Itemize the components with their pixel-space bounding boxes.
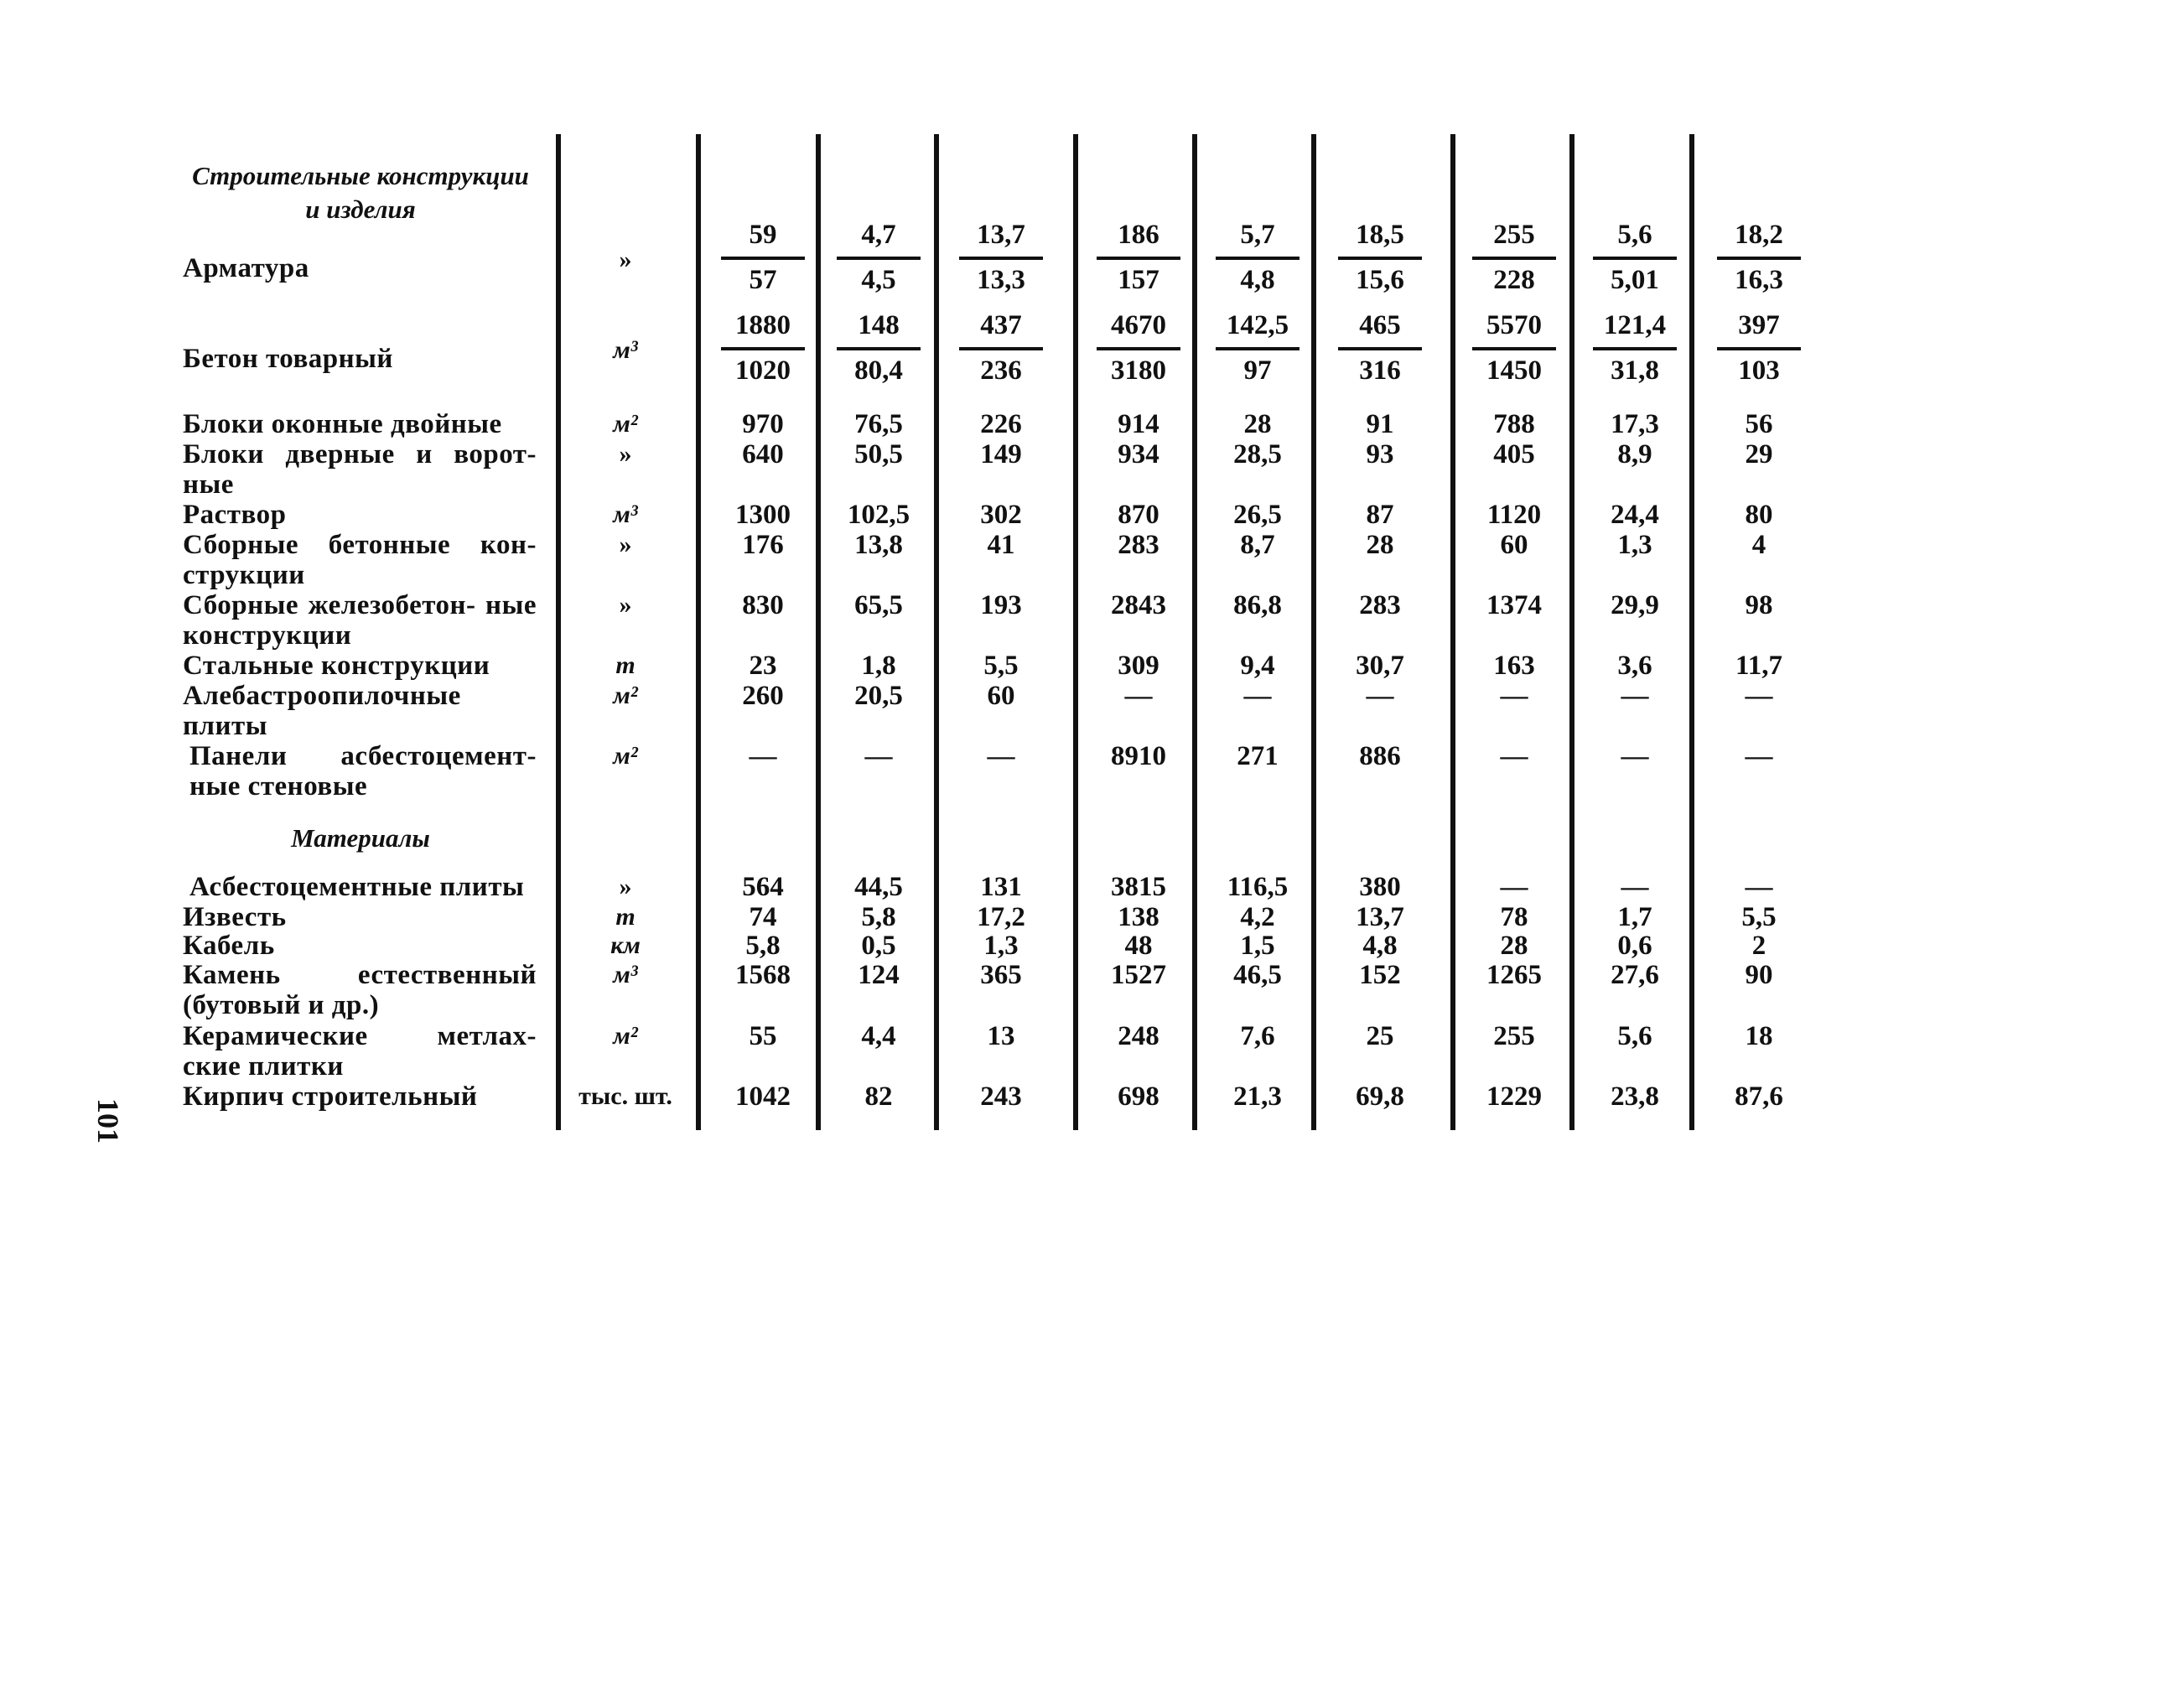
fraction-bar — [1717, 347, 1801, 350]
row-name: Арматура — [183, 253, 309, 283]
page-number: 101 — [91, 1098, 125, 1144]
value-cell: 914 — [1118, 409, 1159, 439]
value-cell: 116,5 — [1227, 872, 1289, 902]
value-denominator: 228 — [1493, 265, 1535, 295]
fraction-bar — [1717, 257, 1801, 260]
value-numerator: 121,4 — [1603, 310, 1667, 340]
fraction-bar — [1472, 257, 1556, 260]
value-cell: 1265 — [1486, 960, 1542, 990]
value-cell: 28,5 — [1233, 439, 1282, 469]
value-cell: 3815 — [1111, 872, 1166, 902]
value-numerator: 5570 — [1486, 310, 1542, 340]
value-cell: 271 — [1237, 741, 1279, 771]
row-unit: м³ — [613, 961, 638, 988]
value-cell: 24,4 — [1611, 500, 1659, 530]
value-cell: 2 — [1751, 931, 1766, 961]
value-cell: 102,5 — [847, 500, 910, 530]
value-cell: 21,3 — [1233, 1082, 1282, 1112]
value-cell: 13 — [987, 1021, 1015, 1051]
fraction-bar — [721, 347, 805, 350]
value-cell: 5,8 — [745, 931, 781, 961]
value-cell: 60 — [987, 681, 1015, 711]
value-cell: 5,8 — [861, 902, 896, 932]
row-unit: т — [615, 651, 635, 679]
value-cell: 50,5 — [854, 439, 903, 469]
value-cell: 1527 — [1111, 960, 1166, 990]
value-cell: 55 — [749, 1021, 777, 1051]
value-cell: 0,5 — [861, 931, 896, 961]
value-cell: 30,7 — [1356, 651, 1404, 681]
value-cell: 260 — [742, 681, 784, 711]
value-cell: 41 — [987, 530, 1015, 560]
row-unit: » — [619, 246, 632, 273]
value-cell: 27,6 — [1611, 960, 1659, 990]
value-cell: 934 — [1118, 439, 1159, 469]
value-cell: 2843 — [1111, 590, 1166, 620]
fraction-bar — [1593, 257, 1677, 260]
row-name: Сборные бетонные кон- струкции — [183, 530, 537, 590]
value-cell: 86,8 — [1233, 590, 1282, 620]
fraction-bar — [837, 347, 921, 350]
value-numerator: 4,7 — [861, 220, 896, 250]
value-cell: 5,6 — [1617, 1021, 1652, 1051]
value-cell: 226 — [980, 409, 1022, 439]
value-cell: 46,5 — [1233, 960, 1282, 990]
value-cell: — — [1500, 681, 1528, 711]
value-cell: 1229 — [1486, 1082, 1542, 1112]
fraction-bar — [959, 257, 1043, 260]
value-cell: 4,8 — [1362, 931, 1398, 961]
value-numerator: 186 — [1118, 220, 1159, 250]
row-name: Блоки дверные и ворот- ные — [183, 439, 537, 500]
value-denominator: 16,3 — [1735, 265, 1783, 295]
row-unit: » — [619, 531, 632, 558]
value-denominator: 236 — [980, 355, 1022, 386]
value-cell: 302 — [980, 500, 1022, 530]
fraction-bar — [721, 257, 805, 260]
fraction-bar — [1216, 347, 1300, 350]
fraction-bar — [837, 257, 921, 260]
value-cell: 28 — [1366, 530, 1394, 560]
row-unit: » — [619, 440, 632, 468]
row-name: Кирпич строительный — [183, 1082, 478, 1112]
row-unit: » — [619, 591, 632, 619]
row-name: Бетон товарный — [183, 344, 393, 374]
value-numerator: 18,2 — [1735, 220, 1783, 250]
value-cell: 149 — [980, 439, 1022, 469]
value-cell: 4 — [1751, 530, 1766, 560]
value-cell: 74 — [749, 902, 777, 932]
value-cell: 7,6 — [1240, 1021, 1275, 1051]
value-cell: 44,5 — [854, 872, 903, 902]
row-name: Камень естественный (бутовый и др.) — [183, 960, 537, 1020]
row-name: Керамические метлах- ские плитки — [183, 1021, 537, 1082]
value-cell: 28 — [1243, 409, 1272, 439]
value-cell: 124 — [858, 960, 900, 990]
value-denominator: 97 — [1243, 355, 1272, 386]
value-cell: 283 — [1118, 530, 1159, 560]
value-cell: 82 — [864, 1082, 893, 1112]
row-unit: м² — [613, 742, 638, 770]
fraction-bar — [1338, 347, 1422, 350]
value-cell: 91 — [1366, 409, 1394, 439]
value-cell: 1,3 — [983, 931, 1019, 961]
value-cell: 18 — [1745, 1021, 1773, 1051]
value-cell: 5,5 — [1741, 902, 1777, 932]
value-cell: — — [1745, 872, 1773, 902]
value-cell: 193 — [980, 590, 1022, 620]
fraction-bar — [959, 347, 1043, 350]
row-name: Алебастроопилочные плиты — [183, 681, 461, 741]
value-denominator: 15,6 — [1356, 265, 1404, 295]
value-cell: 564 — [742, 872, 784, 902]
value-cell: — — [1500, 872, 1528, 902]
row-name: Кабель — [183, 931, 275, 961]
value-numerator: 397 — [1738, 310, 1780, 340]
value-cell: 152 — [1359, 960, 1401, 990]
section-title-structures: Строительные конструкции и изделия — [192, 161, 529, 224]
value-cell: — — [749, 741, 777, 771]
value-cell: 23 — [749, 651, 777, 681]
value-cell: 1,3 — [1617, 530, 1652, 560]
value-cell: 309 — [1118, 651, 1159, 681]
section-title-materials: Материалы — [291, 823, 430, 853]
row-unit: м² — [613, 1022, 638, 1050]
row-unit: тыс. шт. — [578, 1082, 672, 1110]
row-unit: т — [615, 903, 635, 931]
value-cell: 87,6 — [1735, 1082, 1783, 1112]
value-cell: 380 — [1359, 872, 1401, 902]
value-denominator: 80,4 — [854, 355, 903, 386]
fraction-bar — [1338, 257, 1422, 260]
value-cell: — — [1366, 681, 1394, 711]
value-cell: 1,5 — [1240, 931, 1275, 961]
value-cell: 29 — [1745, 439, 1773, 469]
value-cell: 11,7 — [1735, 651, 1782, 681]
value-denominator: 103 — [1738, 355, 1780, 386]
value-cell: 138 — [1118, 902, 1159, 932]
row-name: Известь — [183, 902, 287, 932]
value-cell: 5,5 — [983, 651, 1019, 681]
value-cell: — — [1243, 681, 1272, 711]
value-denominator: 4,8 — [1240, 265, 1275, 295]
value-cell: 365 — [980, 960, 1022, 990]
value-cell: 243 — [980, 1082, 1022, 1112]
row-name: Блоки оконные двойные — [183, 409, 502, 439]
value-numerator: 18,5 — [1356, 220, 1404, 250]
value-cell: 17,3 — [1611, 409, 1659, 439]
row-unit: м³ — [613, 336, 638, 364]
value-numerator: 255 — [1493, 220, 1535, 250]
fraction-bar — [1472, 347, 1556, 350]
value-cell: 60 — [1500, 530, 1528, 560]
value-cell: 640 — [742, 439, 784, 469]
value-cell: 830 — [742, 590, 784, 620]
value-cell: 0,6 — [1617, 931, 1652, 961]
value-numerator: 13,7 — [977, 220, 1025, 250]
fraction-bar — [1097, 347, 1180, 350]
value-cell: 9,4 — [1240, 651, 1275, 681]
value-denominator: 5,01 — [1611, 265, 1659, 295]
row-unit: км — [610, 931, 641, 959]
value-cell: 1,8 — [861, 651, 896, 681]
value-denominator: 1020 — [735, 355, 791, 386]
value-numerator: 437 — [980, 310, 1022, 340]
value-cell: 1374 — [1486, 590, 1542, 620]
value-cell: 56 — [1745, 409, 1773, 439]
value-denominator: 157 — [1118, 265, 1159, 295]
value-cell: 8,7 — [1240, 530, 1275, 560]
value-numerator: 5,6 — [1617, 220, 1652, 250]
row-name: Панели асбестоцемент- ные стеновые — [189, 741, 537, 801]
value-cell: 176 — [742, 530, 784, 560]
value-cell: 28 — [1500, 931, 1528, 961]
fraction-bar — [1097, 257, 1180, 260]
value-denominator: 1450 — [1486, 355, 1542, 386]
value-denominator: 57 — [749, 265, 777, 295]
value-denominator: 13,3 — [977, 265, 1025, 295]
value-cell: 1,7 — [1617, 902, 1652, 932]
value-cell: 1120 — [1486, 500, 1542, 530]
value-cell: 1568 — [735, 960, 791, 990]
row-name: Асбестоцементные плиты — [189, 872, 525, 902]
value-cell: 3,6 — [1617, 651, 1652, 681]
value-cell: 1042 — [735, 1082, 791, 1112]
value-cell: 93 — [1366, 439, 1394, 469]
value-denominator: 3180 — [1111, 355, 1166, 386]
value-cell: 23,8 — [1611, 1082, 1659, 1112]
value-cell: 76,5 — [854, 409, 903, 439]
value-cell: — — [864, 741, 893, 771]
value-cell: — — [1500, 741, 1528, 771]
value-cell: 17,2 — [977, 902, 1025, 932]
value-cell: 4,2 — [1240, 902, 1275, 932]
value-cell: — — [1621, 681, 1649, 711]
value-cell: — — [987, 741, 1015, 771]
value-cell: 248 — [1118, 1021, 1159, 1051]
row-name: Сборные железобетон- ные конструкции — [183, 590, 537, 651]
value-numerator: 1880 — [735, 310, 791, 340]
value-cell: 255 — [1493, 1021, 1535, 1051]
value-numerator: 465 — [1359, 310, 1401, 340]
value-cell: 98 — [1745, 590, 1773, 620]
value-denominator: 316 — [1359, 355, 1401, 386]
value-cell: 13,7 — [1356, 902, 1404, 932]
value-cell: 78 — [1500, 902, 1528, 932]
value-cell: — — [1621, 741, 1649, 771]
row-unit: м² — [613, 682, 638, 709]
value-cell: 25 — [1366, 1021, 1394, 1051]
value-cell: 20,5 — [854, 681, 903, 711]
value-cell: 4,4 — [861, 1021, 896, 1051]
value-cell: — — [1621, 872, 1649, 902]
value-cell: 8,9 — [1617, 439, 1652, 469]
value-numerator: 142,5 — [1226, 310, 1289, 340]
fraction-bar — [1593, 347, 1677, 350]
value-cell: 163 — [1493, 651, 1535, 681]
value-denominator: 31,8 — [1611, 355, 1659, 386]
value-cell: 886 — [1359, 741, 1401, 771]
value-cell: 405 — [1493, 439, 1535, 469]
row-unit: м² — [613, 410, 638, 438]
value-cell: 29,9 — [1611, 590, 1659, 620]
value-cell: 8910 — [1111, 741, 1166, 771]
value-cell: — — [1124, 681, 1153, 711]
value-cell: 90 — [1745, 960, 1773, 990]
value-cell: 48 — [1124, 931, 1153, 961]
value-cell: — — [1745, 741, 1773, 771]
fraction-bar — [1216, 257, 1300, 260]
value-cell: 1300 — [735, 500, 791, 530]
value-cell: 131 — [980, 872, 1022, 902]
row-unit: м³ — [613, 501, 638, 528]
row-unit: » — [619, 873, 632, 900]
value-numerator: 4670 — [1111, 310, 1166, 340]
value-cell: 283 — [1359, 590, 1401, 620]
value-cell: 69,8 — [1356, 1082, 1404, 1112]
value-cell: 13,8 — [854, 530, 903, 560]
value-cell: 870 — [1118, 500, 1159, 530]
value-denominator: 4,5 — [861, 265, 896, 295]
value-cell: 87 — [1366, 500, 1394, 530]
row-name: Раствор — [183, 500, 287, 530]
row-name: Стальные конструкции — [183, 651, 490, 681]
value-numerator: 59 — [749, 220, 777, 250]
value-cell: — — [1745, 681, 1773, 711]
value-cell: 26,5 — [1233, 500, 1282, 530]
value-cell: 65,5 — [854, 590, 903, 620]
value-cell: 698 — [1118, 1082, 1159, 1112]
value-numerator: 148 — [858, 310, 900, 340]
value-cell: 788 — [1493, 409, 1535, 439]
value-cell: 80 — [1745, 500, 1773, 530]
value-cell: 970 — [742, 409, 784, 439]
value-numerator: 5,7 — [1240, 220, 1275, 250]
